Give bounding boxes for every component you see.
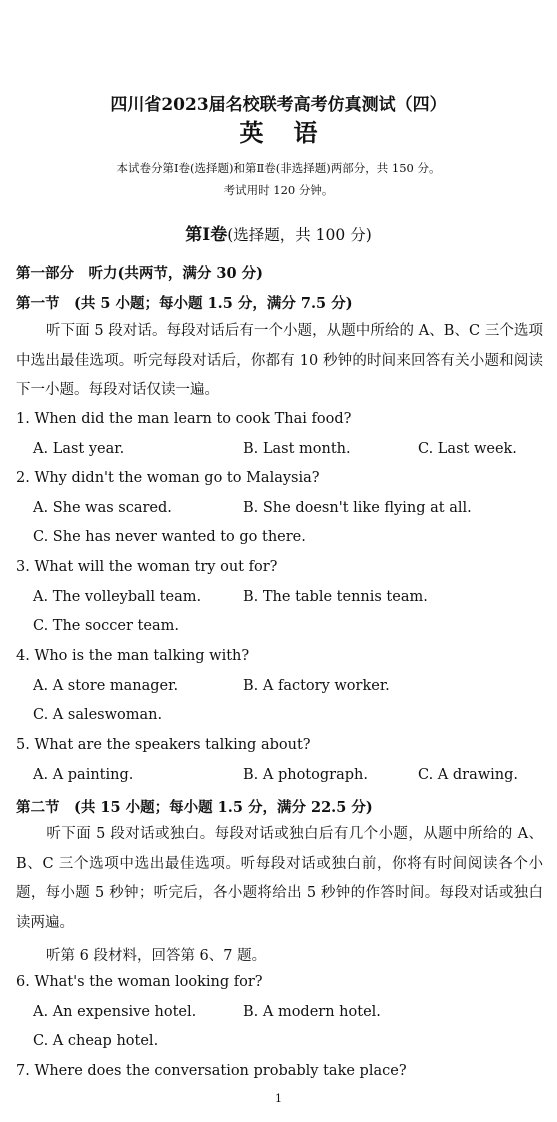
- exam-title: 四川省2023届名校联考高考仿真测试（四）: [110, 95, 447, 115]
- section2-instructions-text: 听下面 5 段对话或独白。每段对话或独白后有几个小题，从题中所给的 A、B、C 三个选项中选出最佳选项。听每段对话或独白前，你将有时间阅读各个小题，每小题 5 秒钟；听完后，各小题将给出 5 秒钟的作答时间。每段对话或独白读两遍。: [16, 826, 543, 931]
- question-6-option-c: C. A cheap hotel.: [33, 1033, 159, 1049]
- volume-label: 第Ⅰ卷: [185, 225, 228, 245]
- question-3-option-b: B. The table tennis team.: [243, 589, 428, 605]
- subject-title: 英语: [239, 118, 348, 147]
- question-6-option-b: B. A modern hotel.: [243, 1004, 381, 1020]
- question-1-option-c: C. Last week.: [418, 441, 517, 457]
- question-3-option-a: A. The volleyball team.: [33, 589, 202, 605]
- question-2-option-b: B. She doesn't like flying at all.: [243, 500, 472, 516]
- question-6-stem: 6. What's the woman looking for?: [16, 974, 263, 990]
- question-4-stem: 4. Who is the man talking with?: [16, 648, 250, 664]
- question-2-stem: 2. Why didn't the woman go to Malaysia?: [16, 470, 320, 486]
- question-4-option-c: C. A saleswoman.: [33, 707, 163, 723]
- volume-heading: [0, 220, 557, 245]
- section2-heading: 第二节 (共 15 小题；每小题 1.5 分，满分 22.5 分): [16, 799, 373, 816]
- volume-detail: (选择题，共 100 分): [227, 226, 372, 244]
- material-6-note: 听第 6 段材料，回答第 6、7 题。: [46, 948, 267, 964]
- question-3-option-c: C. The soccer team.: [33, 618, 179, 634]
- exam-note-line-1: 本试卷分第Ⅰ卷(选择题)和第Ⅱ卷(非选择题)两部分，共 150 分。: [116, 161, 441, 175]
- question-5-option-a: A. A painting.: [33, 767, 134, 783]
- question-4-option-a: A. A store manager.: [33, 678, 179, 694]
- question-1-stem: 1. When did the man learn to cook Thai food?: [16, 411, 352, 427]
- question-6-option-a: A. An expensive hotel.: [33, 1004, 197, 1020]
- question-5-option-c: C. A drawing.: [418, 767, 519, 783]
- exam-note-line-2: 考试用时 120 分钟。: [223, 183, 334, 197]
- question-7-stem: 7. Where does the conversation probably take place?: [16, 1063, 407, 1079]
- section1-heading: 第一节 (共 5 小题；每小题 1.5 分，满分 7.5 分): [16, 295, 353, 312]
- question-5-option-b: B. A photograph.: [243, 767, 368, 783]
- question-3-stem: 3. What will the woman try out for?: [16, 559, 278, 575]
- question-2-option-a: A. She was scared.: [33, 500, 172, 516]
- part1-heading: 第一部分 听力(共两节，满分 30 分): [16, 265, 263, 282]
- question-5-stem: 5. What are the speakers talking about?: [16, 737, 311, 753]
- question-1-option-a: A. Last year.: [33, 441, 125, 457]
- section1-instructions: [16, 317, 543, 406]
- page-number: 1: [275, 1092, 282, 1105]
- question-4-option-b: B. A factory worker.: [243, 678, 390, 694]
- question-1-option-b: B. Last month.: [243, 441, 351, 457]
- section1-instructions-text: 听下面 5 段对话。每段对话后有一个小题，从题中所给的 A、B、C 三个选项中选出最佳选项。听完每段对话后，你都有 10 秒钟的时间来回答有关小题和阅读下一小题。每段对话仅读一遍。: [16, 323, 543, 398]
- section2-instructions: [16, 820, 543, 938]
- question-2-option-c: C. She has never wanted to go there.: [33, 529, 306, 545]
